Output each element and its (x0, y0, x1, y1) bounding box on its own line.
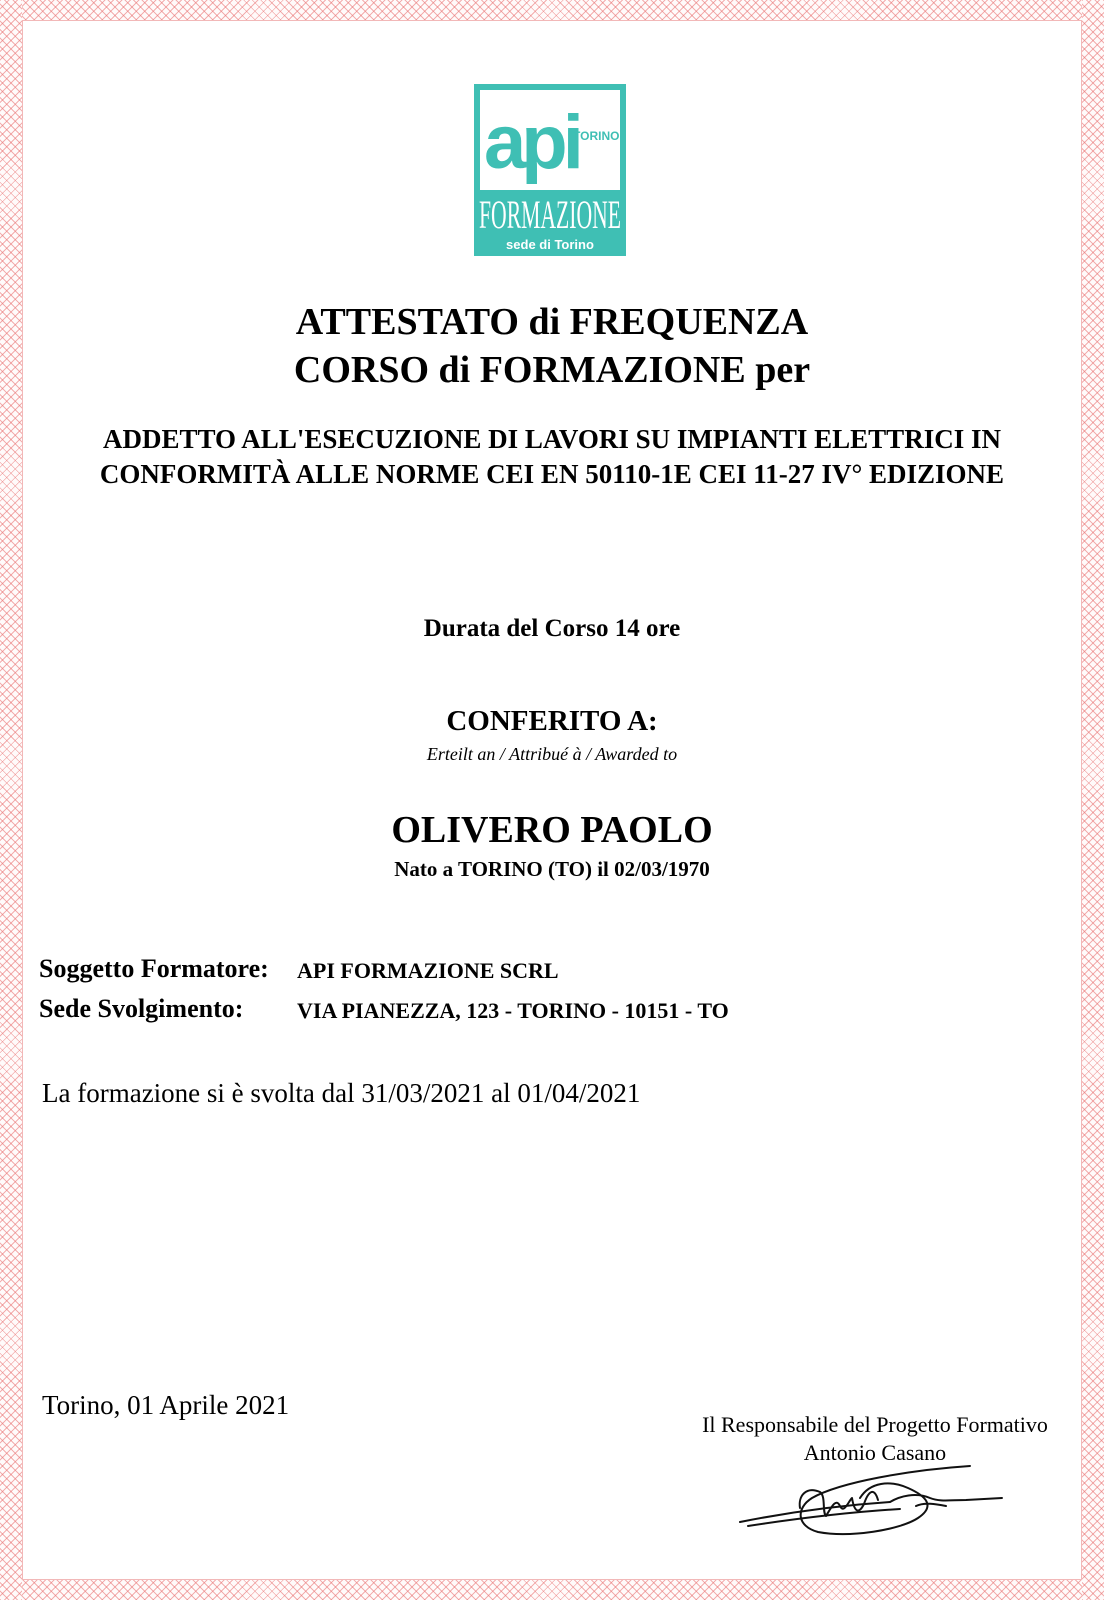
course-duration: Durata del Corso 14 ore (423, 615, 681, 642)
certificate-subtitle: CORSO di FORMAZIONE per (293, 349, 811, 391)
provider-row (39, 954, 559, 984)
venue-row (39, 994, 729, 1024)
certificate-title: ATTESTATO di FREQUENZA (295, 301, 809, 343)
responsible-title: Il Responsabile del Progetto Formativo (702, 1412, 1048, 1437)
logo-graphic (474, 84, 626, 256)
svg-text:api: api (484, 100, 579, 185)
svg-text:FORMAZIONE: FORMAZIONE (479, 192, 621, 237)
decorative-border-bottom (0, 1580, 1104, 1600)
recipient-name: OLIVERO PAOLO (391, 809, 713, 851)
decorative-border-left (0, 0, 22, 1600)
training-period: La formazione si è svolta dal 31/03/2021 al 01/04/2021 (42, 1078, 641, 1108)
provider-label: Soggetto Formatore: (39, 954, 269, 983)
venue-value: VIA PIANEZZA, 123 - TORINO - 10151 - TO (297, 998, 729, 1023)
decorative-border-right (1082, 0, 1104, 1600)
course-name-line-2: CONFORMITÀ ALLE NORME CEI EN 50110-1E CEI 11-27 IV° EDIZIONE (99, 459, 1005, 489)
svg-text:sede di Torino: sede di Torino (506, 237, 594, 252)
api-formazione-logo (474, 84, 626, 256)
svg-text:TORINO: TORINO (573, 129, 620, 143)
venue-label: Sede Svolgimento: (39, 994, 244, 1023)
conferred-label: CONFERITO A: (446, 705, 658, 737)
conferred-translations: Erteilt an / Attribué à / Awarded to (426, 744, 678, 764)
decorative-border-top (0, 0, 1104, 20)
course-name-line-1: ADDETTO ALL'ESECUZIONE DI LAVORI SU IMPIANTI ELETTRICI IN (103, 424, 1001, 454)
recipient-birth-info: Nato a TORINO (TO) il 02/03/1970 (394, 857, 710, 881)
responsible-name: Antonio Casano (803, 1440, 947, 1465)
course-name (40, 422, 1064, 492)
handwritten-signature (740, 1462, 1020, 1542)
place-and-date: Torino, 01 Aprile 2021 (42, 1390, 290, 1420)
provider-value: API FORMAZIONE SCRL (297, 958, 559, 983)
